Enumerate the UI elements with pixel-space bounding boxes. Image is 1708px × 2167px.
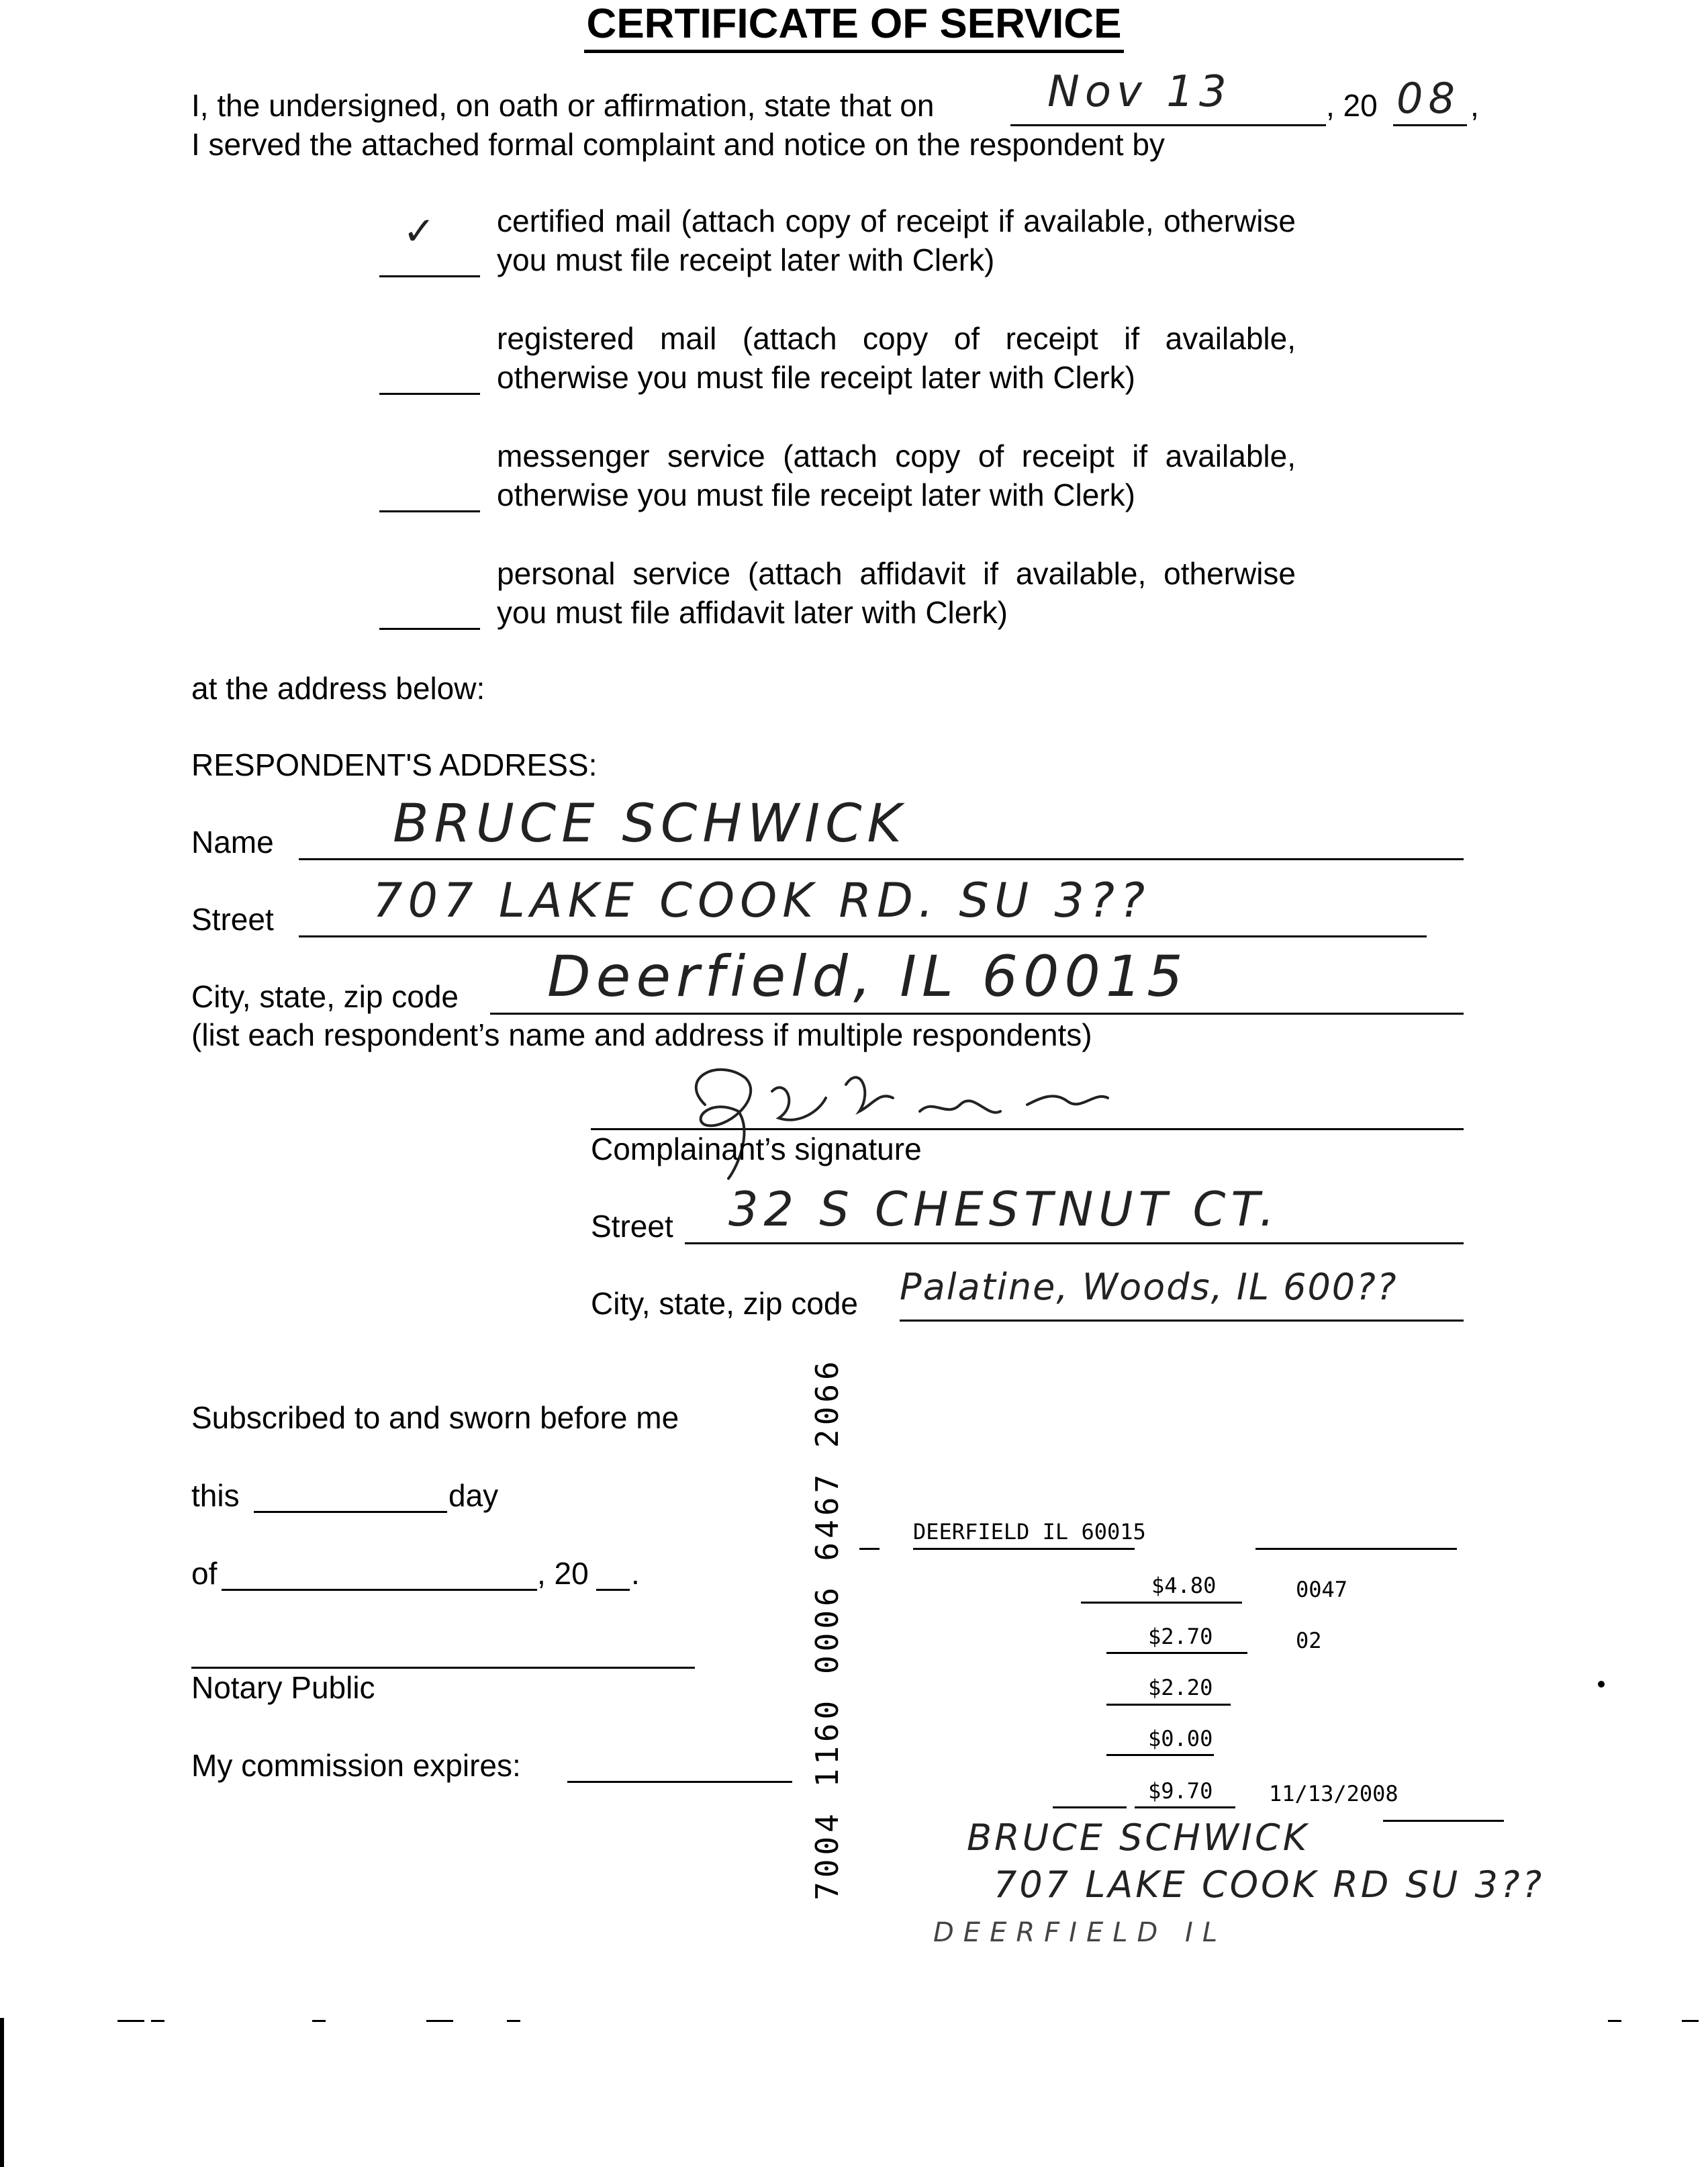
complainant-street-line [685, 1242, 1464, 1244]
notary-this: this [191, 1478, 240, 1513]
receipt-return-fee: $2.20 [1148, 1675, 1213, 1700]
respondent-heading: RESPONDENT'S ADDRESS: [191, 747, 598, 782]
scan-mark [1608, 2020, 1621, 2022]
notary-year-prefix: , 20 [537, 1556, 589, 1591]
notary-day: day [448, 1478, 499, 1513]
complainant-city-label: City, state, zip code [591, 1286, 858, 1321]
scan-mark [117, 2020, 144, 2022]
receipt-postage-code: 0047 [1296, 1577, 1348, 1602]
complainant-street-value: 32 S CHESTNUT CT. [728, 1182, 1280, 1237]
receipt-city: DEERFIELD IL [933, 1917, 1227, 1948]
option-messenger-service: messenger service (attach copy of receipt if available, otherwise you must file receipt later with Clerk) [497, 439, 1296, 512]
complainant-city-value: Palatine, Woods, IL 600?? [900, 1266, 1398, 1308]
notary-public-label: Notary Public [191, 1670, 375, 1705]
scan-mark [312, 2020, 326, 2022]
receipt-sent-to: BRUCE SCHWICK [967, 1816, 1310, 1859]
receipt-line [1106, 1652, 1247, 1654]
receipt-line [859, 1548, 880, 1550]
receipt-line [1135, 1806, 1235, 1808]
respondent-city-label: City, state, zip code [191, 979, 459, 1014]
notary-signature-line [191, 1667, 695, 1669]
notary-month-line [222, 1589, 537, 1591]
receipt-line [1255, 1548, 1457, 1550]
respondent-street-label: Street [191, 902, 274, 937]
receipt-street: 707 LAKE COOK RD SU 3?? [994, 1863, 1545, 1906]
complainant-signature-label: Complainant’s signature [591, 1132, 922, 1166]
respondent-name-line [299, 858, 1464, 860]
certified-check-mark: ✓ [403, 208, 436, 254]
option-blank-certified [379, 275, 480, 277]
scan-mark [426, 2020, 453, 2022]
receipt-line [1106, 1704, 1231, 1706]
multiple-respondents-note: (list each respondent’s name and address if multiple respondents) [191, 1017, 1092, 1052]
scan-mark [1682, 2020, 1699, 2022]
year-prefix: , 20 [1326, 88, 1378, 123]
receipt-postage: $4.80 [1151, 1573, 1217, 1598]
option-blank-personal [379, 628, 480, 630]
respondent-street-value: 707 LAKE COOK RD. SU 3?? [373, 873, 1151, 928]
option-registered-mail: registered mail (attach copy of receipt if available, otherwise you must file receipt later with Clerk) [497, 321, 1296, 395]
receipt-location: DEERFIELD IL 60015 [913, 1519, 1146, 1544]
scan-mark [507, 2020, 520, 2022]
receipt-line [1081, 1602, 1242, 1604]
intro-prefix: I, the undersigned, on oath or affirmation, state that on [191, 88, 935, 123]
respondent-name-value: BRUCE SCHWICK [393, 794, 907, 854]
receipt-certified-code: 02 [1296, 1628, 1322, 1653]
notary-period: . [631, 1556, 640, 1591]
notary-subscribed: Subscribed to and sworn before me [191, 1400, 679, 1435]
notary-commission-line [567, 1781, 792, 1783]
intro-line2: I served the attached formal complaint and notice on the respondent by [191, 127, 1165, 162]
handwritten-date: Nov 13 [1047, 67, 1232, 117]
respondent-city-line [490, 1013, 1464, 1015]
receipt-total: $9.70 [1148, 1778, 1213, 1804]
respondent-name-label: Name [191, 825, 274, 860]
respondent-street-line [299, 935, 1427, 937]
respondent-city-value: Deerfield, IL 60015 [547, 943, 1188, 1009]
receipt-line [1383, 1820, 1504, 1822]
handwritten-year: 08 [1396, 74, 1460, 123]
receipt-tracking-number: 7004 1160 0006 6467 2066 [809, 1357, 845, 1900]
address-below: at the address below: [191, 671, 485, 706]
receipt-line [1106, 1754, 1214, 1756]
document-title: CERTIFICATE OF SERVICE [0, 0, 1708, 48]
intro-line1 [191, 87, 934, 124]
scan-dot [1598, 1681, 1605, 1688]
receipt-line [1053, 1806, 1127, 1808]
receipt-date: 11/13/2008 [1269, 1781, 1398, 1806]
receipt-line [913, 1548, 1135, 1550]
receipt-restricted-fee: $0.00 [1148, 1726, 1213, 1751]
option-personal-service: personal service (attach affidavit if available, otherwise you must file affidavit later with Clerk) [497, 556, 1296, 630]
receipt-certified-fee: $2.70 [1148, 1624, 1213, 1649]
intro-suffix: , [1470, 88, 1479, 123]
scan-edge [0, 2018, 4, 2167]
complainant-city-line [900, 1320, 1464, 1322]
notary-of: of [191, 1556, 218, 1591]
notary-year-line [596, 1589, 630, 1591]
option-blank-messenger [379, 510, 480, 512]
scan-mark [151, 2020, 164, 2022]
option-certified-mail: certified mail (attach copy of receipt if available, otherwise you must file receipt later with Clerk) [497, 203, 1296, 277]
year-line [1393, 124, 1467, 126]
complainant-street-label: Street [591, 1209, 673, 1244]
notary-day-line [254, 1511, 447, 1513]
option-blank-registered [379, 393, 480, 395]
notary-commission-label: My commission expires: [191, 1748, 521, 1783]
